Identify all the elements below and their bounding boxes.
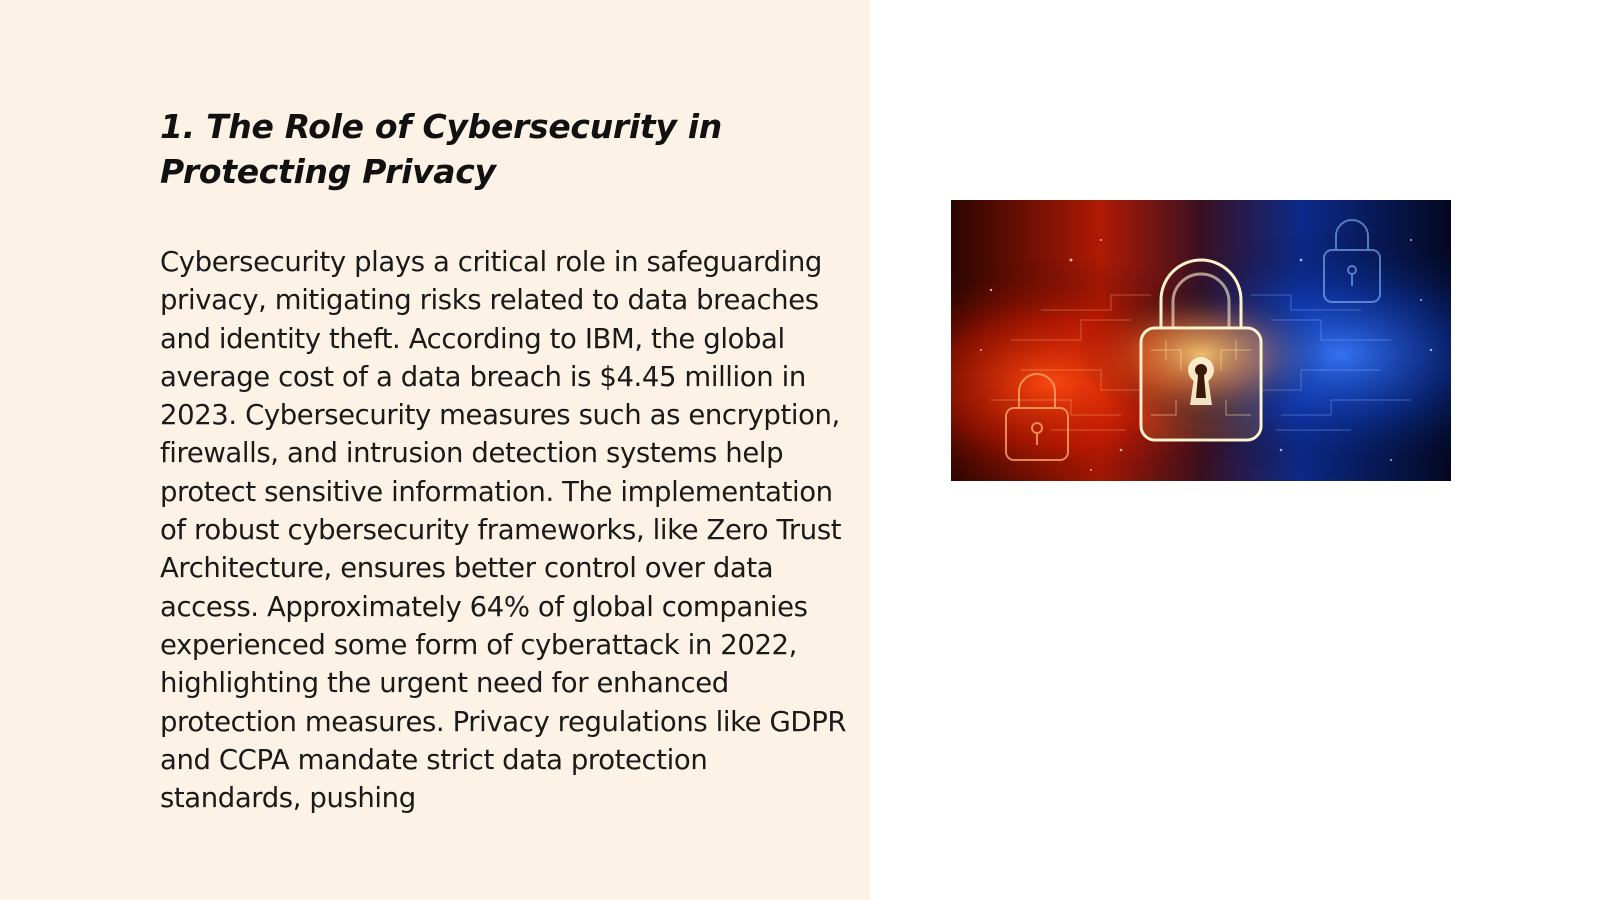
- cybersecurity-lock-image: [951, 200, 1451, 481]
- padlock-circuit-icon: [951, 200, 1451, 481]
- slide-body-text: Cybersecurity plays a critical role in safeguarding privacy, mitigating risks related to data breaches and identity theft. According to IBM, the global average cost of a data breach is $4.45 million in 2023. Cybersecurity measures such as encryption, firewalls, and intrusion detection systems help protect sensitive information. The implementation of robust cybersecurity frameworks, like Zero Trust Architecture, ensures better control over data access. Approximately 64% of global companies experienced some form of cyberattack in 2022, highlighting the urgent need for enhanced protection measures. Privacy regulations like GDPR and CCPA mandate strict data protection standards, pushing: [160, 246, 847, 815]
- slide-title: 1. The Role of Cybersecurity in Protecting Privacy: [160, 107, 722, 191]
